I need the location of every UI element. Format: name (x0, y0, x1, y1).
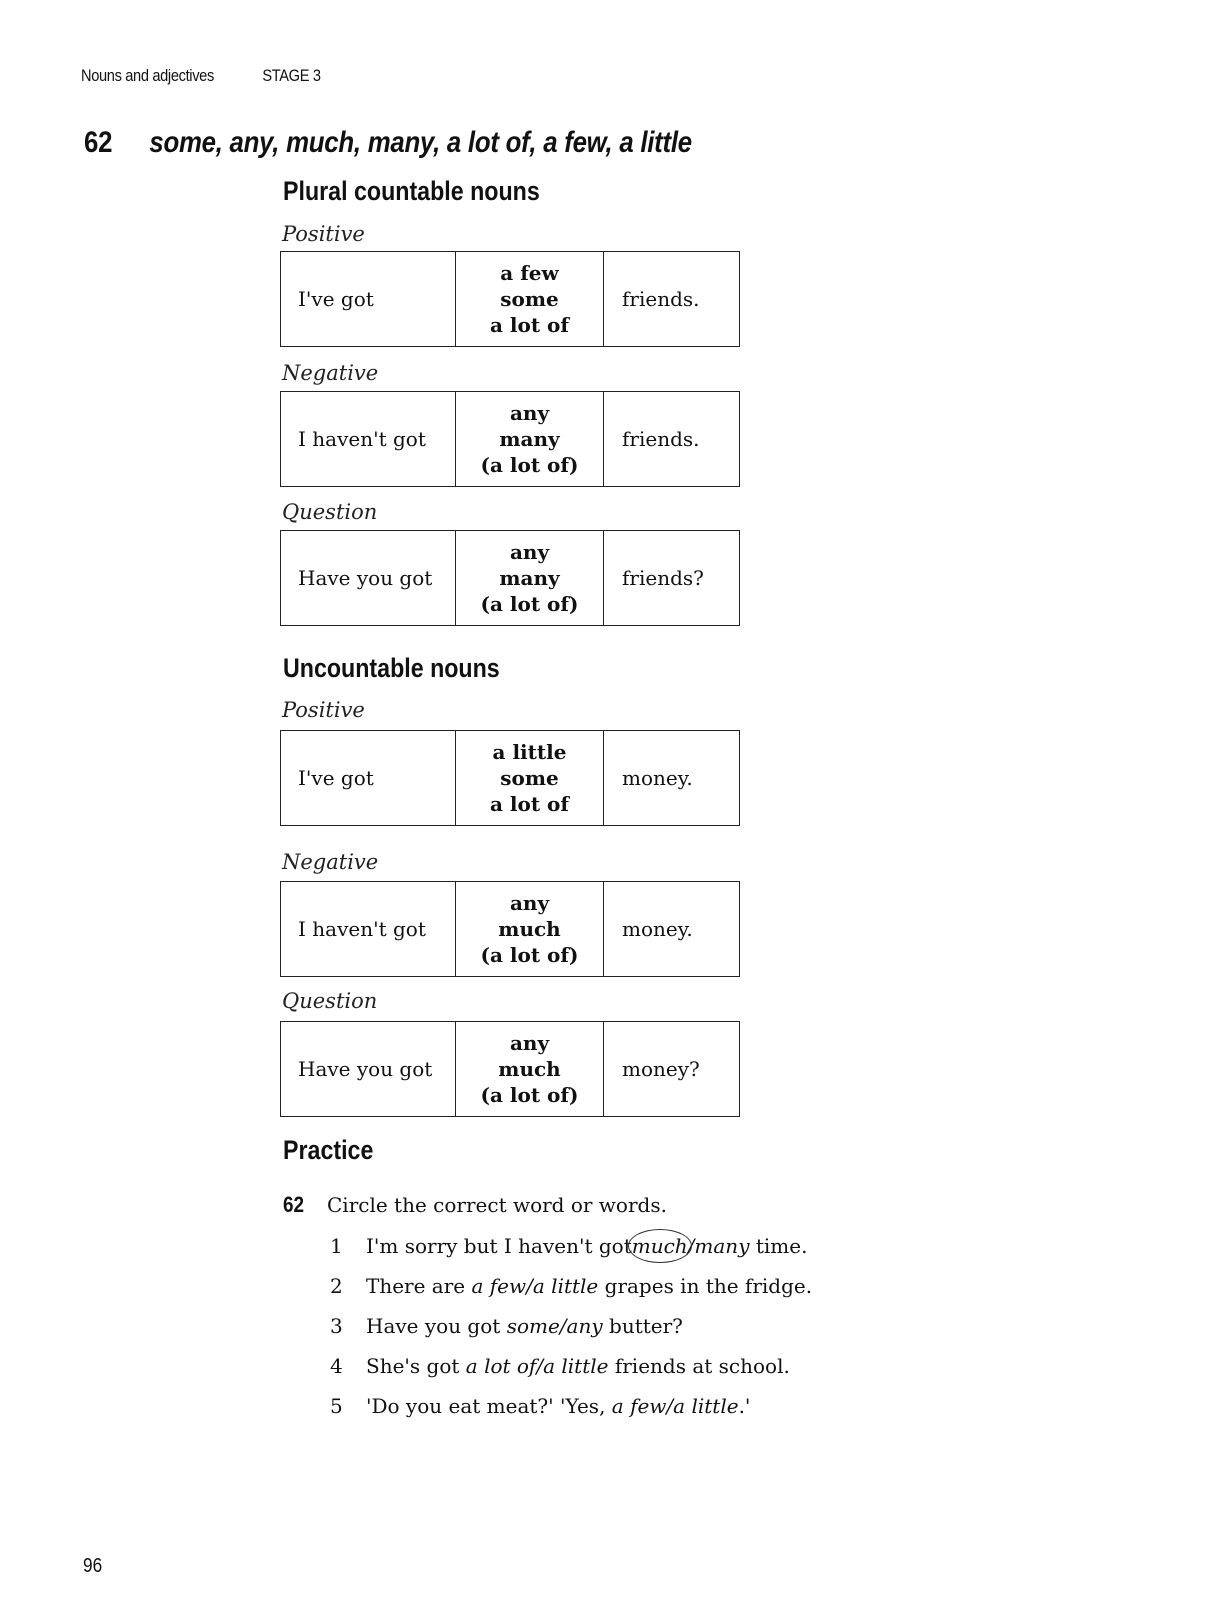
quantifier: much (498, 917, 561, 941)
option[interactable]: a little (532, 1274, 599, 1298)
option[interactable]: many (694, 1234, 750, 1258)
quantifier: any (509, 540, 550, 564)
subject-cell: I haven't got (281, 392, 456, 486)
noun-cell: money. (622, 766, 693, 790)
subject-cell: I've got (281, 252, 456, 346)
quantifier: (a lot of) (480, 453, 579, 477)
instruction-text: Circle the correct word or words. (327, 1193, 667, 1217)
stage-label: STAGE 3 (262, 66, 321, 85)
countable-positive-table (280, 251, 740, 347)
countable-question-table (280, 530, 740, 626)
item-text: butter? (602, 1314, 683, 1338)
quantifier: some (500, 287, 559, 311)
subject-cell: I haven't got (281, 882, 456, 976)
exercise-item (330, 1392, 812, 1432)
option[interactable]: any (566, 1314, 603, 1338)
item-text: time. (749, 1234, 808, 1258)
subject-cell: I've got (281, 731, 456, 825)
exercise-items (330, 1232, 812, 1432)
option-separator: / (536, 1354, 544, 1378)
quantifier-cell (456, 731, 604, 825)
item-text: She's got (366, 1354, 466, 1378)
option[interactable]: a few (611, 1394, 667, 1418)
item-text: .' (738, 1394, 751, 1418)
item-number: 3 (330, 1314, 343, 1338)
item-text: Have you got (366, 1314, 507, 1338)
uncountable-negative-table (280, 881, 740, 977)
exercise-item (330, 1272, 812, 1312)
subject-cell: Have you got (281, 1022, 456, 1116)
unit-number: 62 (84, 126, 113, 159)
quantifier: many (499, 427, 560, 451)
quantifier: many (499, 566, 560, 590)
item-text: There are (366, 1274, 472, 1298)
noun-cell: friends. (622, 287, 700, 311)
option-separator: / (666, 1394, 674, 1418)
quantifier: (a lot of) (480, 943, 579, 967)
option-separator: / (559, 1314, 567, 1338)
option[interactable]: a lot of (465, 1354, 537, 1378)
item-number: 2 (330, 1274, 343, 1298)
noun-cell: money. (622, 917, 693, 941)
item-text: I'm sorry but I haven't got (366, 1234, 632, 1258)
quantifier: a lot of (489, 792, 569, 816)
running-head (81, 66, 321, 86)
uncountable-question-table (280, 1021, 740, 1117)
noun-cell: money? (622, 1057, 700, 1081)
practice-heading: Practice (283, 1135, 374, 1165)
exercise-item (330, 1352, 812, 1392)
option[interactable]: a few (471, 1274, 527, 1298)
uncountable-heading: Uncountable nouns (283, 653, 500, 683)
quantifier: any (509, 1031, 550, 1055)
quantifier-cell (456, 882, 604, 976)
uncountable-negative-label: Negative (282, 850, 379, 874)
option[interactable]: a little (543, 1354, 609, 1378)
noun-cell: friends. (622, 427, 700, 451)
unit-topic: some, any, much, many, a lot of, a few, a little (149, 126, 692, 159)
quantifier: a lot of (489, 313, 569, 337)
uncountable-question-label: Question (282, 989, 378, 1013)
quantifier: (a lot of) (480, 1083, 579, 1107)
quantifier: (a lot of) (480, 592, 579, 616)
exercise-number: 62 (283, 1192, 305, 1217)
quantifier: a few (500, 261, 559, 285)
quantifier: any (509, 401, 550, 425)
section-name: Nouns and adjectives (81, 66, 214, 85)
item-number: 4 (330, 1354, 343, 1378)
countable-question-label: Question (282, 500, 378, 524)
page-number: 96 (83, 1555, 103, 1577)
item-number: 1 (330, 1234, 343, 1258)
exercise-item (330, 1232, 812, 1272)
uncountable-positive-table (280, 730, 740, 826)
uncountable-positive-label: Positive (282, 698, 365, 722)
quantifier-cell (456, 531, 604, 625)
noun-cell: friends? (622, 566, 704, 590)
countable-negative-label: Negative (282, 361, 379, 385)
countable-positive-label: Positive (282, 222, 365, 246)
option[interactable]: a little (673, 1394, 739, 1418)
option-separator: / (687, 1234, 695, 1258)
countable-negative-table (280, 391, 740, 487)
exercise-instruction (283, 1192, 667, 1218)
item-text: grapes in the fridge. (598, 1274, 813, 1298)
unit-title (84, 126, 692, 160)
option-separator: / (526, 1274, 533, 1298)
quantifier: some (500, 766, 559, 790)
quantifier-cell (456, 392, 604, 486)
option[interactable]: some (506, 1314, 560, 1338)
item-number: 5 (330, 1394, 343, 1418)
option-circled[interactable]: much (631, 1234, 688, 1258)
exercise-item (330, 1312, 812, 1352)
quantifier-cell (456, 1022, 604, 1116)
quantifier: much (498, 1057, 561, 1081)
subject-cell: Have you got (281, 531, 456, 625)
item-text: friends at school. (608, 1354, 790, 1378)
countable-heading: Plural countable nouns (283, 176, 540, 206)
quantifier: a little (492, 740, 567, 764)
item-text: 'Do you eat meat?' 'Yes, (366, 1394, 612, 1418)
quantifier-cell (456, 252, 604, 346)
quantifier: any (509, 891, 550, 915)
